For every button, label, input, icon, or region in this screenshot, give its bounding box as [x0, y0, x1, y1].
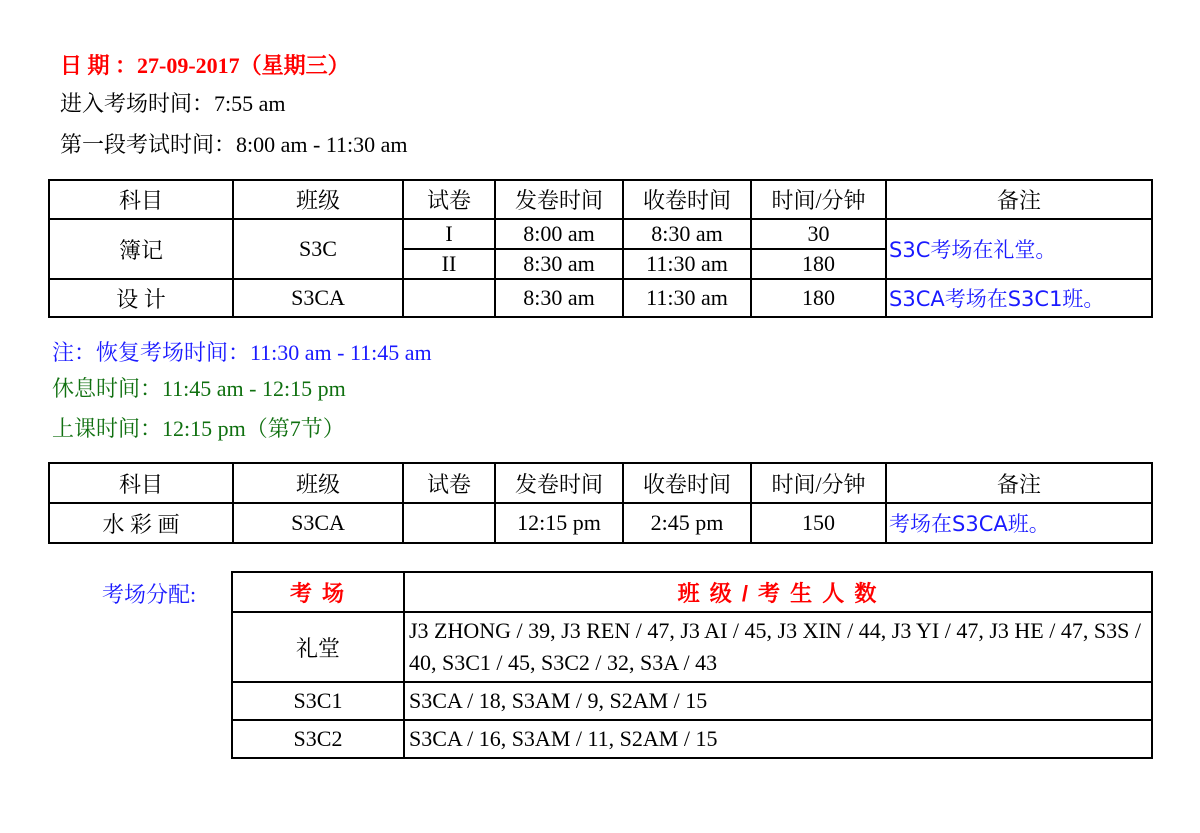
- note-cell: 考场在S3CA班。: [886, 503, 1152, 543]
- col-subject: 科目: [49, 463, 233, 503]
- table-row: [232, 612, 1152, 682]
- col-end: 收卷时间: [623, 180, 751, 219]
- start-cell: 8:30 am: [495, 249, 623, 279]
- paper-cell: [403, 279, 495, 317]
- exam-schedule-table-2: [48, 462, 1153, 544]
- first-session-time: 第一段考试时间：8:00 am - 11:30 am: [60, 132, 408, 157]
- subject-cell: 簿记: [49, 219, 233, 279]
- subject-cell: 设 计: [49, 279, 233, 317]
- room-allocation-table: [231, 571, 1153, 759]
- paper-cell: I: [403, 219, 495, 249]
- col-paper: 试卷: [403, 463, 495, 503]
- start-cell: 8:30 am: [495, 279, 623, 317]
- minutes-cell: 180: [751, 249, 886, 279]
- col-note: 备注: [886, 180, 1152, 219]
- class-cell: S3C: [233, 219, 403, 279]
- subject-cell: 水 彩 画: [49, 503, 233, 543]
- table-row: [232, 682, 1152, 720]
- minutes-cell: 150: [751, 503, 886, 543]
- col-start: 发卷时间: [495, 463, 623, 503]
- room-cell: 礼堂: [232, 612, 404, 682]
- room-cell: S3C2: [232, 720, 404, 758]
- classes-cell: S3CA / 18, S3AM / 9, S2AM / 15: [404, 682, 1152, 720]
- end-cell: 2:45 pm: [623, 503, 751, 543]
- room-allocation-label: 考场分配:: [102, 582, 197, 607]
- table-header-row: [49, 463, 1152, 503]
- table-header-row: [232, 572, 1152, 612]
- exam-date: 日 期 ：27-09-2017（星期三）: [60, 53, 350, 78]
- table-header-row: [49, 180, 1152, 219]
- table-row: [49, 503, 1152, 543]
- minutes-cell: 180: [751, 279, 886, 317]
- col-class: 班级: [233, 180, 403, 219]
- start-cell: 12:15 pm: [495, 503, 623, 543]
- class-cell: S3CA: [233, 279, 403, 317]
- start-cell: 8:00 am: [495, 219, 623, 249]
- paper-cell: [403, 503, 495, 543]
- room-cell: S3C1: [232, 682, 404, 720]
- table-row: [49, 279, 1152, 317]
- classes-cell: J3 ZHONG / 39, J3 REN / 47, J3 AI / 45, J3 XIN / 44, J3 YI / 47, J3 HE / 47, S3S / 40, S3C1 / 45, S3C2 / 32, S3A / 43: [404, 612, 1152, 682]
- break-time: 休息时间：11:45 am - 12:15 pm: [52, 376, 346, 401]
- col-classes: 班 级 / 考 生 人 数: [404, 572, 1152, 612]
- col-class: 班级: [233, 463, 403, 503]
- minutes-cell: 30: [751, 219, 886, 249]
- class-time: 上课时间：12:15 pm（第7节）: [52, 416, 345, 441]
- table-row: [232, 720, 1152, 758]
- col-subject: 科目: [49, 180, 233, 219]
- end-cell: 11:30 am: [623, 249, 751, 279]
- entry-time: 进入考场时间：7:55 am: [60, 91, 286, 116]
- note-cell: S3C考场在礼堂。: [886, 219, 1152, 279]
- col-note: 备注: [886, 463, 1152, 503]
- classes-cell: S3CA / 16, S3AM / 11, S2AM / 15: [404, 720, 1152, 758]
- col-room: 考 场: [232, 572, 404, 612]
- exam-schedule-table-1: [48, 179, 1153, 318]
- col-paper: 试卷: [403, 180, 495, 219]
- paper-cell: II: [403, 249, 495, 279]
- col-minutes: 时间/分钟: [751, 180, 886, 219]
- note-cell: S3CA考场在S3C1班。: [886, 279, 1152, 317]
- end-cell: 8:30 am: [623, 219, 751, 249]
- col-minutes: 时间/分钟: [751, 463, 886, 503]
- col-end: 收卷时间: [623, 463, 751, 503]
- end-cell: 11:30 am: [623, 279, 751, 317]
- table-row: [49, 219, 1152, 249]
- col-start: 发卷时间: [495, 180, 623, 219]
- restore-time-note: 注：恢复考场时间：11:30 am - 11:45 am: [52, 340, 432, 365]
- class-cell: S3CA: [233, 503, 403, 543]
